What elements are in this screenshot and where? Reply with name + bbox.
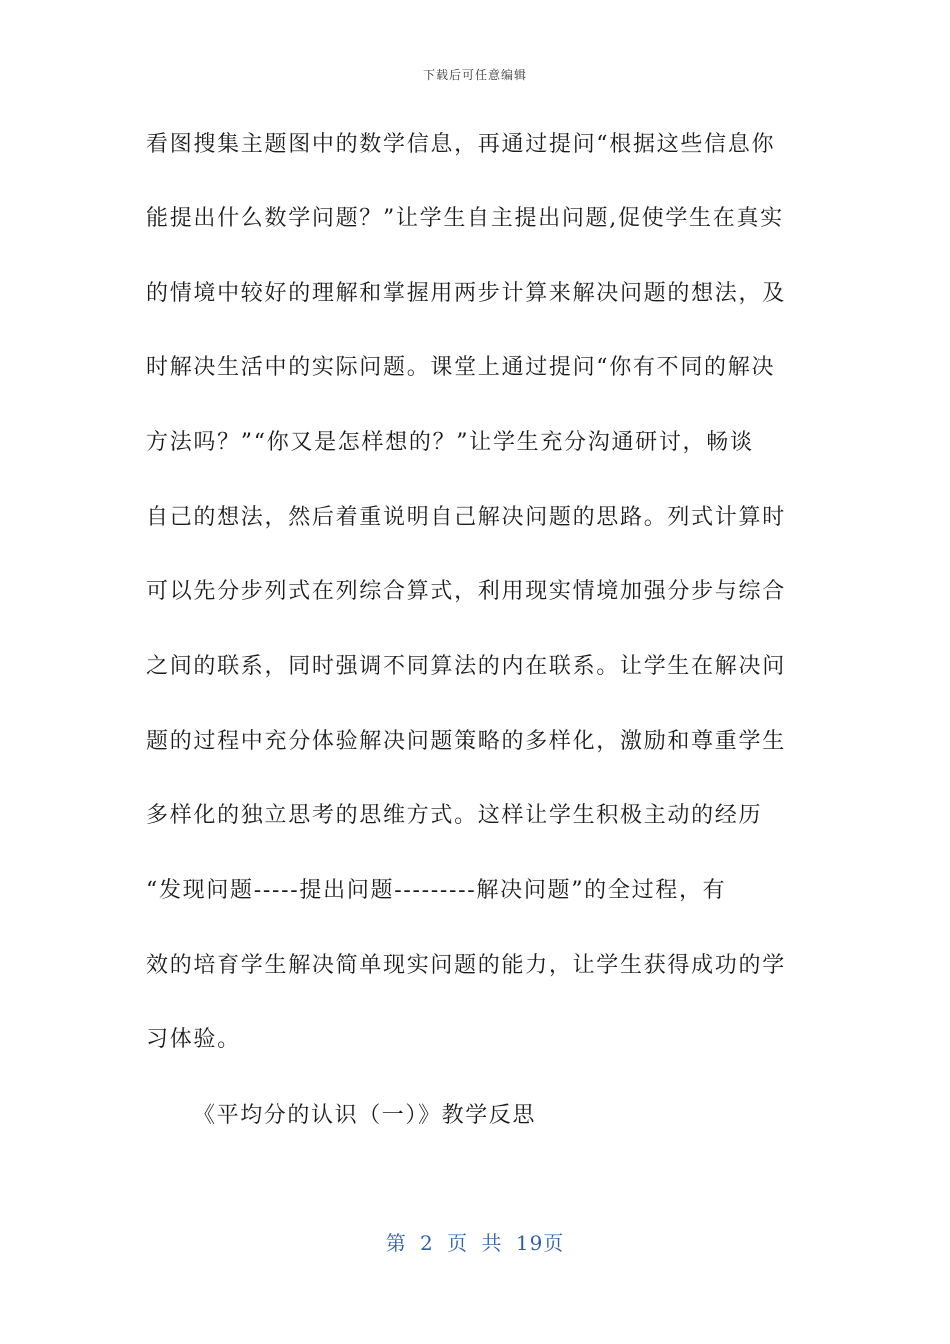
paragraph-line: 效的培育学生解决简单现实问题的能力，让学生获得成功的学 bbox=[146, 953, 786, 978]
page-header: 下载后可任意编辑 bbox=[422, 68, 527, 82]
paragraph-line: 多样化的独立思考的思维方式。这样让学生积极主动的经历 bbox=[146, 803, 763, 828]
paragraph-line: 看图搜集主题图中的数学信息，再通过提问“根据这些信息你 bbox=[146, 132, 776, 157]
paragraph-line: 时解决生活中的实际问题。课堂上通过提问“你有不同的解决 bbox=[146, 355, 776, 380]
page-number-footer: 第 2 页 共 19页 bbox=[385, 1231, 565, 1255]
paragraph-line: 习体验。 bbox=[146, 1027, 241, 1052]
paragraph-line: 能提出什么数学问题？”让学生自主提出问题,促使学生在真实 bbox=[146, 206, 784, 231]
paragraph-line: 自己的想法，然后着重说明自己解决问题的思路。列式计算时 bbox=[146, 505, 786, 530]
paragraph-line: “发现问题-----提出问题---------解决问题”的全过程，有 bbox=[146, 878, 727, 903]
paragraph-line: 题的过程中充分体验解决问题策略的多样化，激励和尊重学生 bbox=[146, 729, 786, 754]
paragraph-line: 可以先分步列式在列综合算式，利用现实情境加强分步与综合 bbox=[146, 579, 786, 604]
paragraph-line: 之间的联系，同时强调不同算法的内在联系。让学生在解决问 bbox=[146, 654, 786, 679]
paragraph-line: 的情境中较好的理解和掌握用两步计算来解决问题的想法，及 bbox=[146, 281, 786, 306]
section-title: 《平均分的认识（一）》教学反思 bbox=[193, 1103, 537, 1128]
paragraph-line: 方法吗？”“你又是怎样想的？”让学生充分沟通研讨，畅谈 bbox=[146, 430, 754, 455]
